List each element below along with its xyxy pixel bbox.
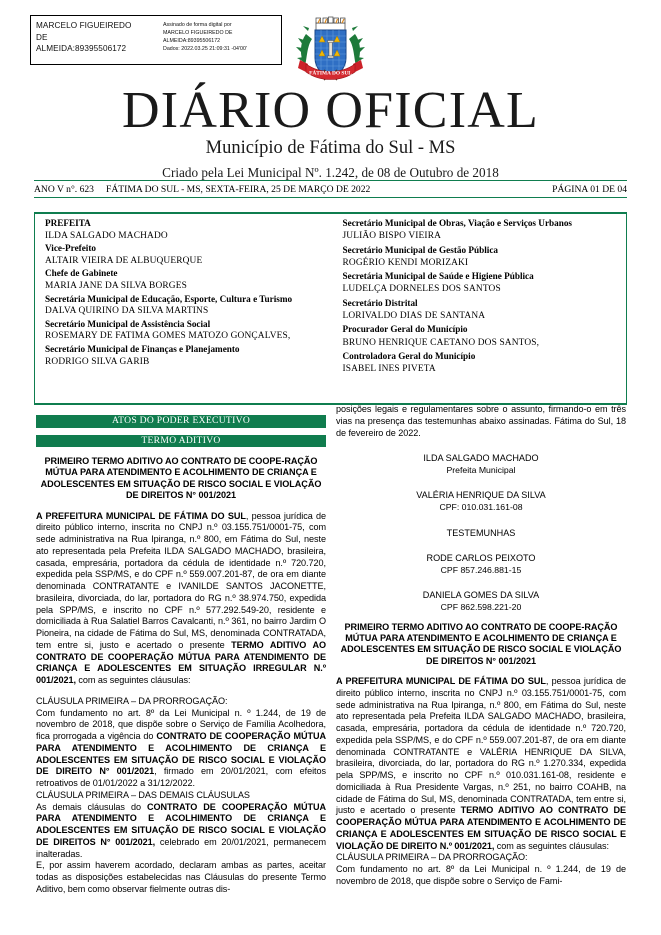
paragraph-tail: com as seguintes cláusulas:	[75, 675, 191, 686]
clause-text-a: As demais cláusulas do	[36, 801, 148, 812]
clause-label: CLÁUSULA PRIMEIRA – DAS DEMAIS CLÁUSULAS	[36, 789, 250, 800]
paragraph-text: , pessoa jurídica de direito público interno, inscrita no CNPJ n.º 03.155.751/0001-75, com sede administrativa na Rua Ipiranga, n.º 800, em Fátima do Sul, neste ato representada pela Prefeita ILDA SALGADO MACHADO, brasileira, casada, empresária, portadora da cédula de identidade n.º 720.720, expedida pela SSP/MS, e do CPF n.º 559.007.201-87, de ora em diante denominada CONTRATANTE e VALÉRIA HENRIQUE DA SILVA, brasileira, divorciada, do lar, portadora do RG n.º 1.270.334, expedida pela SPP/MS, e inscrito no CPF n.º 010.031.161-08, residente e domiciliada à Rua Presidente Vargas, n.º 251, no bairro COAHB, na cidade de Fátima do Sul, MS, denominada CONTRATADA, tem entre si, justo e acertado o presente	[336, 676, 626, 816]
article-heading-number: N° 001/2021	[185, 490, 236, 501]
contract-title-bold: TERMO ADITIVO AO CONTRATO DE COOPERAÇÃO MÚTUA PARA ATENDIMENTO DE CRIANÇA E ADOLESCENTES EM SITUAÇÃO IRREGULAR N.º 001/2021,	[36, 639, 326, 686]
official-role: PREFEITA	[45, 218, 91, 228]
article-heading-text: PRIMEIRO TERMO ADITIVO AO CONTRATO DE COOPE-RAÇÃO MÚTUA PARA ATENDIMENTO E ACOLHIMENTO DE CRIANÇA E ADOLESCENTES EM SITUAÇÃO DE RISCO SOCIAL E VIOLAÇÃO DE DIREITOS	[40, 456, 322, 501]
official-role: Secretário Distrital	[342, 297, 418, 308]
official-name: ISABEL INES PIVETA	[342, 364, 436, 375]
official-role: Secretária Municipal de Saúde e Higiene Pública	[342, 271, 534, 282]
clause-text-a: Com fundamento no art. 8º da Lei Municipal n. º 1.244, de 19 de novembro de 2018, que dispõe sobre o Serviço de Fami-	[336, 864, 626, 886]
signer-title: Prefeita Municipal	[446, 464, 516, 475]
official-role: Controladora Geral do Município	[342, 350, 476, 361]
page-indicator: PÁGINA 01 DE 04	[552, 183, 627, 195]
witness-name: DANIELA GOMES DA SILVA	[422, 590, 540, 601]
closing-paragraph-left: E, por assim haverem acordado, declaram ambas as partes, aceitar todas as disposições estabelecidas nas Cláusulas do presente Termo Aditivo, bem como observar fielmente outras dis-	[36, 860, 326, 894]
official-role: Secretário Municipal de Assistência Social	[45, 318, 211, 329]
clause-text-b: celebrado em 20/01/2021, permanecem inalteradas.	[36, 836, 326, 859]
continuation-paragraph: posições legais e regulamentares sobre o assunto, firmando-o em três vias na presença das testemunhas abaixo assinadas. Fátima do Sul, 18 de fevereiro de 2022.	[336, 404, 626, 438]
official-name: ROSEMARY DE FATIMA GOMES MATOZO GONÇALVES,	[45, 331, 291, 342]
official-name: ALTAIR VIEIRA DE ALBUQUERQUE	[45, 255, 203, 266]
witness-block	[336, 553, 626, 576]
official-role: Vice-Prefeito	[45, 243, 97, 254]
officials-column-right	[331, 217, 627, 403]
signer-block	[336, 453, 626, 476]
clause-remaining-left	[36, 790, 326, 861]
content-column-left	[36, 415, 326, 896]
signer-name: ILDA SALGADO MACHADO	[423, 453, 539, 464]
clause-text-b: , firmado em 20/01/2021, com efeitos retroativos de 01/01/2022 a 31/12/2022.	[36, 766, 327, 789]
official-name: ILDA SALGADO MACHADO	[45, 230, 168, 241]
official-role: Secretária Municipal de Educação, Esporte, Cultura e Turismo	[45, 293, 293, 304]
signature-subject-line-1: MARCELO FIGUEIREDO	[36, 21, 132, 30]
issue-info-bar	[34, 180, 627, 198]
signer-block	[336, 490, 626, 513]
official-role: Procurador Geral do Município	[342, 324, 468, 335]
official-name: BRUNO HENRIQUE CAETANO DOS SANTOS,	[342, 337, 540, 348]
signer-cpf: CPF: 010.031.161-08	[439, 502, 523, 513]
article-paragraph	[336, 676, 626, 852]
issue-place-date: FÁTIMA DO SUL - MS, SEXTA-FEIRA, 25 DE MARÇO DE 2022	[106, 183, 371, 195]
official-name: LORIVALDO DIAS DE SANTANA	[342, 311, 486, 322]
signature-detail-line-2: MARCELO FIGUEIREDO DE	[163, 30, 233, 37]
witness-name: RODE CARLOS PEIXOTO	[426, 553, 536, 564]
witness-cpf: CPF 857.246.881-15	[440, 564, 522, 575]
witnesses-header: TESTEMUNHAS	[446, 527, 516, 538]
section-header-atos: ATOS DO PODER EXECUTIVO	[36, 415, 326, 428]
article-paragraph	[36, 511, 326, 687]
spacer	[336, 614, 626, 622]
contract-title-bold: CONTRATO DE COOPERAÇÃO MÚTUA PARA ATENDIMENTO E ACOLHIMENTO DE CRIANÇA E ADOLESCENTES EM SITUAÇÃO DE RISCO SOCIAL E VIOLAÇÃO DE DIREITO N° 001/2021	[36, 731, 326, 777]
party-name-lead: A PREFEITURA MUNICIPAL DE FÁTIMA DO SUL	[336, 676, 546, 687]
paragraph-tail: com as seguintes cláusulas:	[494, 840, 609, 851]
masthead-created-law: Criado pela Lei Municipal Nº. 1.242, de 08 de Outubro de 2018	[162, 165, 499, 180]
contract-title-bold: CONTRATO DE COOPERAÇÃO MÚTUA PARA ATENDIMENTO E ACOLHIMENTO DE CRIANÇA E ADOLESCENTES EM SITUAÇÃO DE RISCO SOCIAL E VIOLAÇÃO DE DIREITOS N° 001/2021,	[36, 801, 326, 847]
party-name-lead: A PREFEITURA MUNICIPAL DE FÁTIMA DO SUL	[36, 510, 246, 521]
signature-detail-line-4: Dados: 2022.03.25 21:09:31 -04'00'	[163, 46, 247, 53]
contract-title-bold: TERMO ADITIVO AO CONTRATO DE COOPERAÇÃO MÚTUA PARA ATENDIMENTO E ACOLHIMENTO DE CRIANÇA E ADOLESCENTES EM SITUAÇÃO DE RISCO SOCIAL E VIOLAÇÃO DE DIREITO N.º 001/2021,	[336, 805, 626, 851]
article-heading-right	[336, 622, 626, 668]
official-name: LUDELÇA DORNELES DOS SANTOS	[342, 284, 501, 295]
clause-first-right	[336, 852, 626, 887]
signature-subject	[31, 16, 159, 64]
clause-label: CLÁUSULA PRIMEIRA – DA PRORROGAÇÃO:	[36, 695, 228, 706]
official-name: ROGÉRIO KENDI MORIZAKI	[342, 257, 469, 268]
witness-cpf: CPF 862.598.221-20	[440, 602, 522, 612]
signature-detail-line-1: Assinado de forma digital por	[163, 22, 232, 28]
article-heading-number: N° 001/2021	[485, 655, 536, 666]
official-role: Chefe de Gabinete	[45, 268, 118, 279]
official-name: MARIA JANE DA SILVA BORGES	[45, 280, 187, 291]
clause-label: CLÁUSULA PRIMEIRA – DA PRORROGAÇÃO:	[336, 852, 528, 863]
content-column-right	[336, 404, 626, 888]
issue-year-number: ANO V n°. 623	[34, 183, 94, 195]
official-name: JULIÃO BISPO VIEIRA	[342, 231, 442, 242]
clause-first-left	[36, 696, 326, 790]
article-heading-left	[36, 456, 326, 502]
signature-detail-line-3: ALMEIDA:89395506172	[163, 38, 221, 45]
masthead-subtitle: Município de Fátima do Sul - MS	[205, 138, 456, 158]
clause-text-a: Com fundamento no art. 8º da Lei Municipal n. º 1.244, de 19 de novembro de 2018, que dispõe sobre o Serviço de Família Acolhedora, fica prorrogada a vigência do	[36, 707, 326, 742]
signer-name: VALÉRIA HENRIQUE DA SILVA	[416, 490, 546, 501]
official-role: Secretário Municipal de Obras, Viação e Serviços Urbanos	[342, 218, 572, 228]
signature-subject-line-2: DE	[36, 32, 48, 42]
official-name: RODRIGO SILVA GARIB	[45, 356, 150, 367]
coat-of-arms-icon	[292, 12, 369, 88]
svg-text:FÁTIMA DO SUL: FÁTIMA DO SUL	[309, 70, 352, 77]
official-role: Secretário Municipal de Gestão Pública	[342, 244, 498, 255]
official-name: DALVA QUIRINO DA SILVA MARTINS	[45, 306, 209, 317]
article-heading-text: PRIMEIRO TERMO ADITIVO AO CONTRATO DE COOPE-RAÇÃO MÚTUA PARA ATENDIMENTO E ACOLHIMENTO DE CRIANÇA E ADOLESCENTES EM SITUAÇÃO DE RISCO SOCIAL E VIOLAÇÃO DE DIREITOS	[340, 621, 622, 666]
masthead	[0, 82, 661, 181]
digital-signature-stamp	[30, 15, 282, 65]
officials-column-left	[35, 217, 331, 403]
section-header-termo: TERMO ADITIVO	[36, 435, 326, 448]
witness-block	[336, 590, 626, 613]
signature-subject-line-3: ALMEIDA:89395506172	[36, 44, 127, 54]
paragraph-text: , pessoa jurídica de direito público interno, inscrita no CNPJ n.º 03.155.751/0001-75, com sede administrativa na Rua Ipiranga, n.º 800, em Fátima do Sul, neste ato representada pela Prefeita ILDA SALGADO MACHADO, brasileira, casada, empresária, portadora da cédula de identidade n.º 720.720, expedida pela SSP/MS, e do CPF n.º 559.007.201-87, de ora em diante denominada CONTRATANTE e IVANILDE SANTOS JACONETTE, brasileira, divorciada, do lar, portadora do RG n.º 38.974.750, expedida pela SPP/MS, e inscrito no CPF n.º 577.292.549-20, residente e domiciliada à Rua Salatiel Barros Cavalcanti, n.º 361, no bairro Jardim O Pioneira, na cidade de Fátima do Sul, MS, denominada CONTRATADA, tem entre si, justo e acertado o presente	[36, 510, 326, 650]
official-role: Secretário Municipal de Finanças e Planejamento	[45, 343, 240, 354]
officials-box	[34, 212, 627, 405]
page-title: DIÁRIO OFICIAL	[122, 82, 539, 139]
signature-details	[159, 16, 281, 64]
